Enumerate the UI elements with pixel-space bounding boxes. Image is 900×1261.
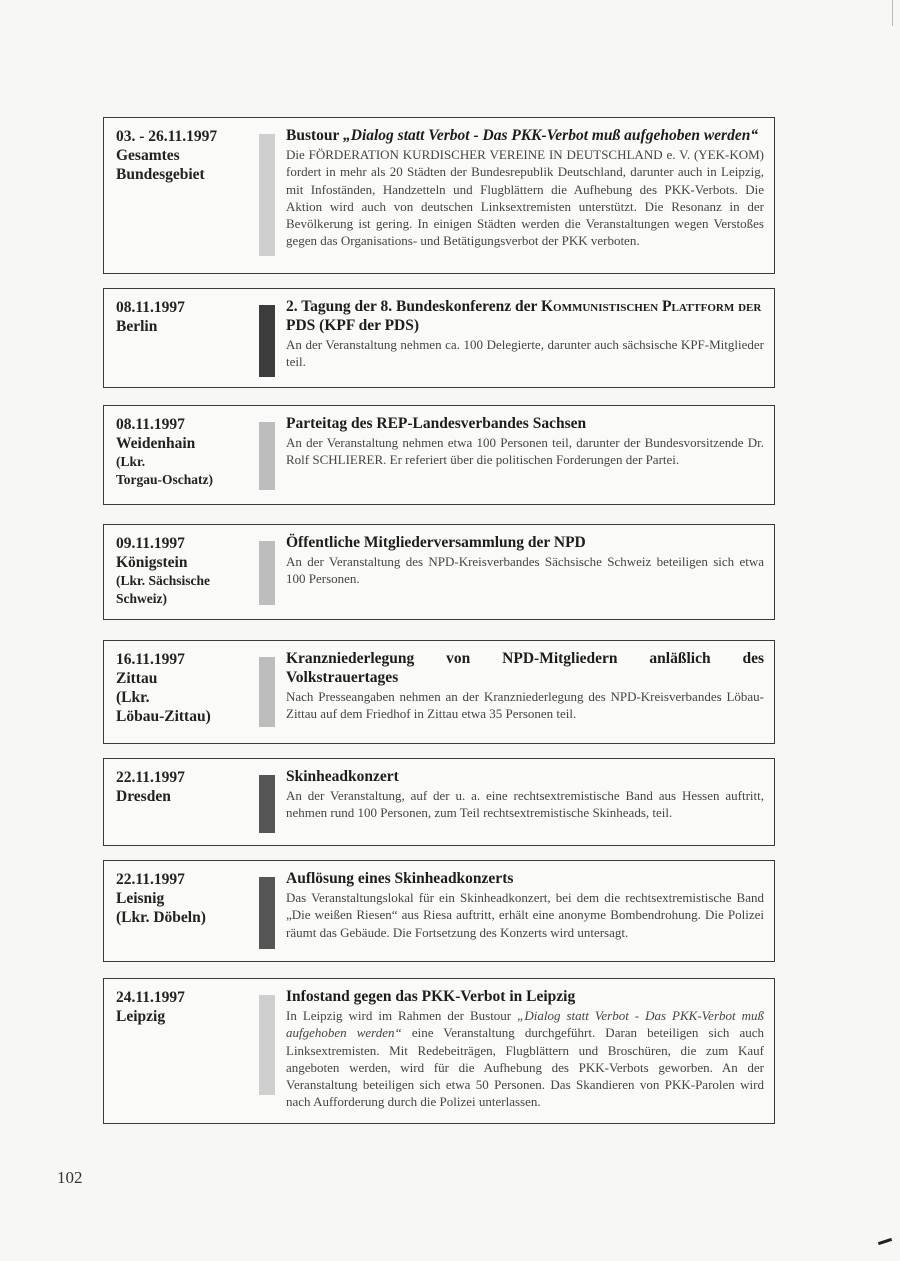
entry-content (286, 297, 764, 371)
entry-content (286, 126, 764, 250)
entry-place-line: Löbau-Zittau) (116, 708, 211, 725)
entry-marker-bar (259, 422, 275, 490)
title-italic-text: „Dialog statt Verbot - Das PKK-Verbot muß aufgehoben werden“ (343, 127, 759, 144)
entry-marker-bar (259, 775, 275, 833)
body-text: In Leipzig wird im Rahmen der Bustour (286, 1008, 518, 1023)
entry-body: An der Veranstaltung des NPD-Kreisverbandes Sächsische Schweiz beteiligen sich etwa 100 Personen. (286, 554, 764, 587)
entry-place-line: (Lkr. (116, 689, 150, 706)
entry-place-line: Leipzig (116, 1008, 166, 1025)
entry-place-line: Zittau (116, 670, 158, 687)
entry-title: Skinheadkonzert (286, 768, 399, 785)
title-text: 2. Tagung der 8. Bundeskonferenz der (286, 298, 541, 315)
entry-date-place (116, 988, 246, 1026)
entry-date-place (116, 534, 246, 608)
entry-date-place (116, 870, 246, 927)
title-smallcaps-text: Kommunistischen Plattform der (540, 298, 762, 315)
entry-place-line: Königstein (116, 554, 188, 571)
entry-date: 09.11.1997 (116, 535, 185, 552)
entry-title: Auflösung eines Skinheadkonzerts (286, 870, 514, 887)
body-text: eine Veranstaltung durchgeführt. Daran beteiligen sich auch Linksextremisten. Mit Redebeiträgen, Flugblättern und Broschüren, die zum Kauf angeboten werden, wird für die Aufhebung des PKK-Verbots geworben. An der Veranstaltung beteiligen sich etwa 50 Personen. Das Skandieren von PKK-Parolen wird nach Aufforderung durch die Polizei unterlassen. (286, 1025, 764, 1110)
page-number: 102 (57, 1168, 83, 1187)
entry-content (286, 649, 764, 723)
entry-card (103, 405, 775, 505)
entry-place-line: (Lkr. (116, 454, 146, 469)
entry-date: 22.11.1997 (116, 871, 185, 888)
page-edge-mark (892, 0, 893, 26)
entry-body: Nach Presseangaben nehmen an der Kranzniederlegung des NPD-Kreisverbandes Löbau-Zittau auf dem Friedhof in Zittau etwa 35 Personen teil. (286, 689, 764, 722)
entry-body: Die FÖRDERATION KURDISCHER VEREINE IN DEUTSCHLAND e. V. (YEK-KOM) fordert in mehr als 20 Städten der Bundesrepublik Deutschland, darunter auch in Leipzig, mit Infoständen, Handzetteln und Flugblättern die Aufhebung des PKK-Verbots. Die Aktion wird auch von deutschen Linksextremisten unterstützt. Die Resonanz in der Bevölkerung ist gering. In einigen Städten werden die Veranstaltungen wegen Verstoßes gegen das Organisations- und Betätigungsverbot der PKK verboten. (286, 147, 764, 249)
entry-card (103, 288, 775, 388)
entry-date: 08.11.1997 (116, 299, 185, 316)
entry-date: 24.11.1997 (116, 989, 185, 1006)
entry-card (103, 524, 775, 620)
entry-date: 03. - 26.11.1997 (116, 128, 218, 145)
entry-marker-bar (259, 657, 275, 727)
entry-marker-bar (259, 305, 275, 377)
entry-title: Öffentliche Mitgliederversammlung der NPD (286, 534, 586, 551)
entry-content (286, 533, 764, 588)
entry-date: 22.11.1997 (116, 769, 185, 786)
entry-body: Das Veranstaltungslokal für ein Skinheadkonzert, bei dem die rechtsextremistische Band „Die weißen Riesen“ aus Riesa auftritt, erhält eine anonyme Bombendrohung. Die Polizei räumt das Gebäude. Die Fortsetzung des Konzerts wird untersagt. (286, 890, 764, 940)
entry-body: An der Veranstaltung nehmen ca. 100 Delegierte, darunter auch sächsische KPF-Mitglieder teil. (286, 337, 764, 370)
entry-body: An der Veranstaltung, auf der u. a. eine rechtsextremistische Band aus Hessen auftritt, nehmen rund 100 Personen, zum Teil rechtsextremistische Skinheads, teil. (286, 788, 764, 821)
entry-content (286, 414, 764, 469)
entry-title: Kranzniederlegung von NPD-Mitgliedern anläßlich des Volkstrauertages (286, 650, 764, 686)
entry-card (103, 640, 775, 744)
entry-place-line: Berlin (116, 318, 158, 335)
entry-place-line: (Lkr. Döbeln) (116, 909, 206, 926)
body-italic-text: „Dialog statt Verbot - Das PKK-Verbot muß aufgehoben werden“ (286, 1008, 764, 1041)
entry-date-place (116, 768, 246, 806)
entry-content (286, 869, 764, 941)
entry-place-line: (Lkr. Sächsische (116, 573, 211, 588)
entry-body (286, 1007, 764, 1111)
entry-title: Parteitag des REP-Landesverbandes Sachsen (286, 415, 587, 432)
entry-card (103, 758, 775, 846)
entry-place-line: Bundesgebiet (116, 166, 205, 183)
entry-date: 08.11.1997 (116, 416, 185, 433)
entry-marker-bar (259, 877, 275, 949)
entry-place-line: Gesamtes (116, 147, 180, 164)
entry-marker-bar (259, 541, 275, 605)
entry-card (103, 978, 775, 1124)
entry-date: 16.11.1997 (116, 651, 185, 668)
entry-card (103, 860, 775, 962)
scan-corner-mark (878, 1238, 892, 1245)
entry-title: Infostand gegen das PKK-Verbot in Leipzig (286, 988, 576, 1005)
entry-place-line: Torgau-Oschatz) (116, 472, 213, 487)
entry-date-place (116, 127, 246, 184)
entry-title (286, 126, 764, 145)
entry-marker-bar (259, 134, 275, 256)
entry-content (286, 987, 764, 1111)
entry-content (286, 767, 764, 822)
entry-date-place (116, 650, 246, 726)
entry-card (103, 117, 775, 274)
title-text: PDS (KPF der PDS) (286, 317, 420, 334)
entry-place-line: Leisnig (116, 890, 165, 907)
entry-place-line: Weidenhain (116, 435, 196, 452)
entry-title (286, 297, 764, 335)
title-text: Bustour (286, 127, 343, 144)
entry-place-line: Dresden (116, 788, 171, 805)
entry-body: An der Veranstaltung nehmen etwa 100 Personen teil, darunter der Bundesvorsitzende Dr. Rolf SCHLIERER. Er referiert über die politischen Forderungen der Partei. (286, 435, 764, 468)
entry-date-place (116, 415, 246, 489)
entry-place-line: Schweiz) (116, 591, 167, 606)
entry-marker-bar (259, 995, 275, 1095)
entry-date-place (116, 298, 246, 336)
